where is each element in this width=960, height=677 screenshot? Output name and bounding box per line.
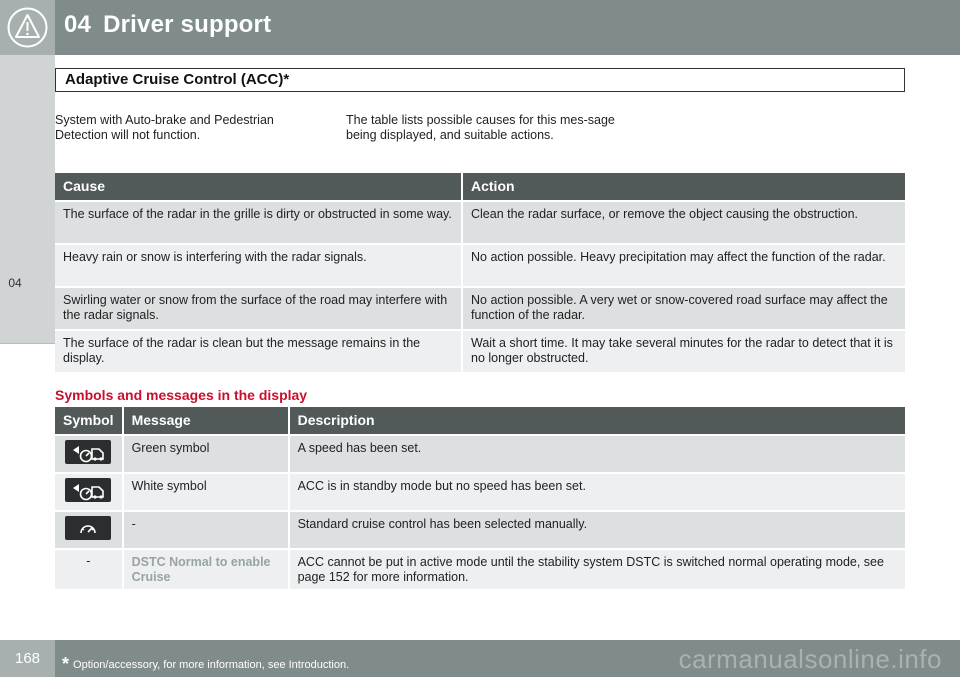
footnote-text: Option/accessory, for more information, see Introduction. [73,659,350,671]
side-tab-label: 04 [8,276,22,290]
table-row [55,548,905,589]
description-cell: ACC cannot be put in active mode until the stability system DSTC is switched normal operating mode, see page 152 for more information. [288,548,905,589]
intro-right-text: The table lists possible causes for this mes-sage being displayed, and suitable actions. [346,113,615,142]
footnote-star: * [62,654,70,674]
symbol-cell [55,472,122,510]
description-cell: ACC is in standby mode but no speed has been set. [288,472,905,510]
cause-cell: Heavy rain or snow is interfering with the radar signals. [55,243,461,286]
table-row [55,200,905,243]
chapter-number: 04 [64,11,92,38]
description-cell: A speed has been set. [288,434,905,472]
chapter-name: Driver support [103,11,272,38]
table-row [55,510,905,548]
table-header-row [55,173,905,200]
column-header-description: Description [288,407,905,434]
footnote [62,652,349,673]
column-header-message: Message [122,407,288,434]
chapter-side-tab [0,55,55,344]
cause-cell: Swirling water or snow from the surface of the road may interfere with the radar signals. [55,286,461,329]
table-header-row [55,407,905,434]
table-row [55,286,905,329]
section-title-box [55,68,905,92]
table-row [55,434,905,472]
symbols-messages-table [55,407,905,589]
message-cell: Green symbol [122,434,288,472]
symbol-cell: - [55,548,122,589]
watermark: carmanualsonline.info [678,644,942,674]
cause-action-table [55,173,905,372]
table-row [55,329,905,372]
action-cell: No action possible. A very wet or snow-covered road surface may affect the function of the radar. [461,286,905,329]
table-row [55,243,905,286]
symbols-heading: Symbols and messages in the display [55,387,308,403]
page-number: 168 [14,650,41,667]
acc-car-speedometer-icon [65,478,111,502]
page-footer [0,640,960,677]
chapter-header [0,0,960,55]
section-title: Adaptive Cruise Control (ACC)* [65,71,290,88]
column-header-action: Action [461,173,905,200]
table-row [55,472,905,510]
cause-cell: The surface of the radar in the grille is dirty or obstructed in some way. [55,200,461,243]
column-header-symbol: Symbol [55,407,122,434]
message-cell: White symbol [122,472,288,510]
speedometer-icon [65,516,111,540]
acc-car-speedometer-icon [65,440,111,464]
cause-cell: The surface of the radar is clean but the message remains in the display. [55,329,461,372]
warning-triangle-icon [6,6,49,49]
action-cell: Wait a short time. It may take several minutes for the radar to detect that it is no longer obstructed. [461,329,905,372]
intro-left-text: System with Auto-brake and Pedestrian Detection will not function. [55,113,274,142]
chapter-title [64,11,271,39]
symbol-cell [55,434,122,472]
message-cell: - [122,510,288,548]
action-cell: No action possible. Heavy precipitation may affect the function of the radar. [461,243,905,286]
warning-badge [0,0,55,55]
page-number-box [0,640,55,677]
symbol-cell [55,510,122,548]
column-header-cause: Cause [55,173,461,200]
description-cell: Standard cruise control has been selected manually. [288,510,905,548]
message-cell: DSTC Normal to enable Cruise [122,548,288,589]
action-cell: Clean the radar surface, or remove the object causing the obstruction. [461,200,905,243]
